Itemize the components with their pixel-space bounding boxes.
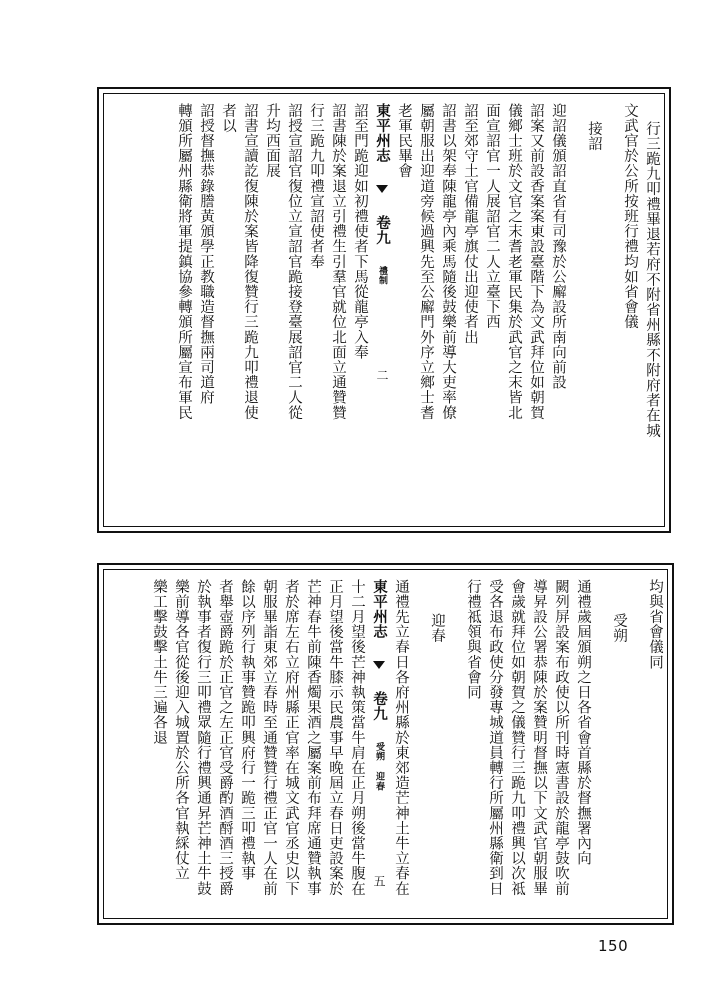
text-line [444,579,458,913]
fishtail-mark-icon [376,185,388,193]
text-line: 者舉壺爵跪於正官之左正官受爵酌酒酹酒三授爵 [217,579,233,897]
text-line: 正月望後當牛膝示民農事早晚屆立春日吏設案於 [327,579,343,897]
text-line [408,579,422,913]
text-line: 詔授督撫恭錄謄黃頒學正教職造督撫兩司道府 [198,103,214,405]
spine-page: 二 [375,369,389,382]
text-line: 十二月望後芒神執策當牛肩在正月朔後當牛腹在 [349,579,365,897]
text-line: 會歲就拜位如朝賀之儀贊行三跪九叩禮興以次祗 [509,579,525,897]
bottom-text-columns [109,579,662,913]
text-line [601,103,615,521]
text-line: 者以 [220,103,236,134]
text-line: 行三跪九叩禮宣詔使者奉 [308,103,324,270]
section-heading: 迎春 [429,613,445,644]
text-line: 通禮先立春日各府州縣於東郊造芒神土牛立春在 [393,579,409,897]
text-line: 老軍民畢會 [396,103,412,179]
text-line: 轉頒所屬州縣衛將軍提鎮協參轉頒所屬宣布軍民 [176,103,192,421]
text-line: 通禮歲屆頒朔之日各省會首縣於督撫署內向 [575,579,591,866]
text-line: 文武官於公所按班行禮均如省會儀 [622,103,638,330]
spine-volume: 卷九 [371,690,388,721]
text-line: 詔書以架奉陳龍亭內乘馬隨後鼓樂前導大吏率僚 [440,103,456,421]
text-line: 升均西面展 [264,103,280,179]
text-line [626,579,640,913]
text-line: 於執事者復行三叩禮眾隨行禮興通昇芒神土牛鼓 [195,579,211,897]
page-spine [367,103,389,521]
top-text-columns [109,103,659,521]
text-line: 闕列屏設案布政使以所刊時憲書設於龍亭鼓吹前 [553,579,569,897]
text-line: 朝服畢詣東郊立春時至通贊贊行禮正官一人在前 [261,579,277,897]
text-line: 面宣詔官一人展詔官二人立臺下西 [484,103,500,330]
text-line: 樂工擊鼓擊土牛三遍各退 [151,579,167,746]
section-heading: 受朔 [611,613,627,644]
page-spine [364,579,386,913]
text-line: 者於席左右立府州縣正官率在城文武官丞史以下 [283,579,299,897]
text-line: 屬朝服出迎道旁候過興先至公廨門外序立鄉士耆 [418,103,434,421]
spine-subtitle: 受朔 迎春 [374,742,384,792]
text-line [565,103,579,521]
text-line: 詔案又前設香案案東設臺階下為文武拜位如朝賀 [528,103,544,421]
spine-volume: 卷九 [374,214,391,245]
page-number: 150 [598,937,629,955]
spine-title: 東平州志 [371,579,388,640]
text-line: 導昇設公署恭陳於案贊明督撫以下文武官朝服畢 [531,579,547,897]
section-heading: 接詔 [586,121,602,152]
text-line: 詔書宣讀訖復陳於案皆降復贊行三跪九叩禮退使 [242,103,258,421]
top-page-panel [97,87,671,533]
text-line [590,579,604,913]
text-line: 迎詔儀頒詔直省有司豫於公廨設所南向前設 [550,103,566,390]
text-line: 詔書陳於案退立引禮生引羣官就位北面立通贊贊 [330,103,346,421]
fishtail-mark-icon [373,661,385,669]
text-line: 詔授宣詔官復位立宣詔官跪接登臺展詔官二人從 [286,103,302,421]
spine-title: 東平州志 [374,103,391,164]
text-line: 樂前導各官從後迎入城置於公所各官執綵仗立 [173,579,189,881]
text-line: 芒神春牛前陳香燭果酒之屬案前布拜席通贊執事 [305,579,321,897]
text-line: 均與省會儀同 [647,579,663,670]
spine-page: 五 [372,875,386,888]
text-line: 餘以序列行執事贊跪叩興府行一跪三叩禮執事 [239,579,255,881]
text-line: 受各退布政使分發專城道員轉行所屬州縣衛到日 [487,579,503,897]
text-line: 儀鄉士班於文官之末耆老軍民集於武官之末皆北 [506,103,522,421]
text-line: 詔至門跪迎如初禮使者下馬從龍亭入奉 [352,103,368,360]
bottom-page-panel [97,563,674,925]
text-line: 行三跪九叩禮畢退若府不附省州縣不附府者在城 [644,121,660,439]
spine-subtitle: 禮制 [377,266,387,286]
text-line: 詔至郊守土官備龍亭旗仗出迎使者出 [462,103,478,345]
text-line: 行禮祗領與省會同 [465,579,481,700]
